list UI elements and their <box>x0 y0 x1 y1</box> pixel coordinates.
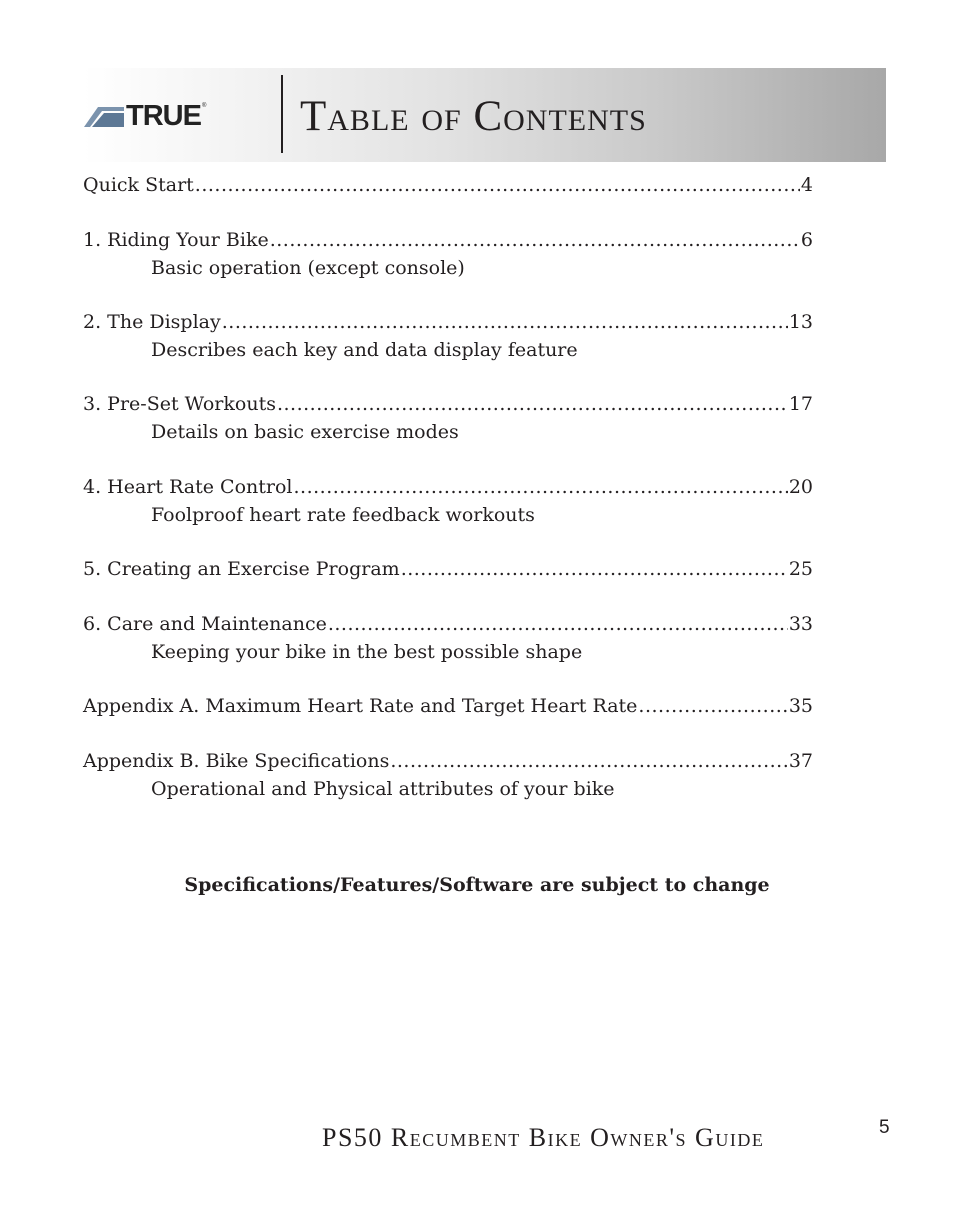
toc-entry-label: 1. Riding Your Bike <box>83 229 269 251</box>
footer-guide-title: PS50 Recumbent Bike Owner's Guide <box>322 1123 765 1152</box>
dot-leader <box>270 227 800 253</box>
toc-entry-description: Describes each key and data display feature <box>151 339 578 361</box>
toc-entry-page: 37 <box>788 750 813 772</box>
toc-entry-page: 17 <box>788 393 813 415</box>
toc-entry-page: 4 <box>800 174 813 196</box>
toc-entry-page: 13 <box>788 311 813 333</box>
dot-leader <box>390 748 787 774</box>
toc-entry-page: 33 <box>788 613 813 635</box>
toc-entry-page: 25 <box>788 558 813 580</box>
toc-entry-label: 3. Pre-Set Workouts <box>83 393 276 415</box>
toc-entry-label: Quick Start <box>83 174 194 196</box>
dot-leader <box>222 309 788 335</box>
dot-leader <box>401 556 788 582</box>
toc-entry-label: 4. Heart Rate Control <box>83 476 293 498</box>
page-number: 5 <box>879 1117 890 1138</box>
toc-entry-quick-start[interactable] <box>83 172 813 198</box>
toc-entry-label: Appendix A. Maximum Heart Rate and Target Heart Rate <box>83 695 638 717</box>
toc-entry-page: 6 <box>800 229 813 251</box>
toc-entry-description: Operational and Physical attributes of your bike <box>151 778 615 800</box>
logo-mark-icon <box>84 105 124 127</box>
toc-entry-label: Appendix B. Bike Specifications <box>83 750 390 772</box>
toc-entry-page: 35 <box>788 695 813 717</box>
toc-entry-description: Basic operation (except console) <box>151 257 465 279</box>
toc-entry-appendix-b[interactable] <box>83 748 813 802</box>
toc-entry-care[interactable] <box>83 611 813 665</box>
toc-entry-exercise-program[interactable] <box>83 556 813 582</box>
dot-leader <box>638 693 787 719</box>
toc-entry-label: 5. Creating an Exercise Program <box>83 558 400 580</box>
toc-entry-description: Details on basic exercise modes <box>151 421 459 443</box>
change-notice: Specifications/Features/Software are subject to change <box>184 874 770 896</box>
logo-wordmark: TRUE <box>126 100 201 132</box>
dot-leader <box>328 611 788 637</box>
logo-trademark: ® <box>201 103 207 109</box>
toc-entry-label: 6. Care and Maintenance <box>83 613 327 635</box>
true-logo <box>84 100 256 132</box>
toc-entry-label: 2. The Display <box>83 311 221 333</box>
toc-entry-description: Foolproof heart rate feedback workouts <box>151 504 535 526</box>
dot-leader <box>195 172 800 198</box>
toc-entry-page: 20 <box>788 476 813 498</box>
page-title: Table of Contents <box>300 93 647 140</box>
dot-leader <box>294 474 788 500</box>
toc-entry-heart-rate[interactable] <box>83 474 813 528</box>
toc-entry-display[interactable] <box>83 309 813 363</box>
dot-leader <box>277 391 788 417</box>
header-divider <box>281 75 283 153</box>
toc-entry-appendix-a[interactable] <box>83 693 813 719</box>
toc-entry-description: Keeping your bike in the best possible shape <box>151 641 583 663</box>
toc-entry-riding[interactable] <box>83 227 813 281</box>
toc-entry-workouts[interactable] <box>83 391 813 445</box>
